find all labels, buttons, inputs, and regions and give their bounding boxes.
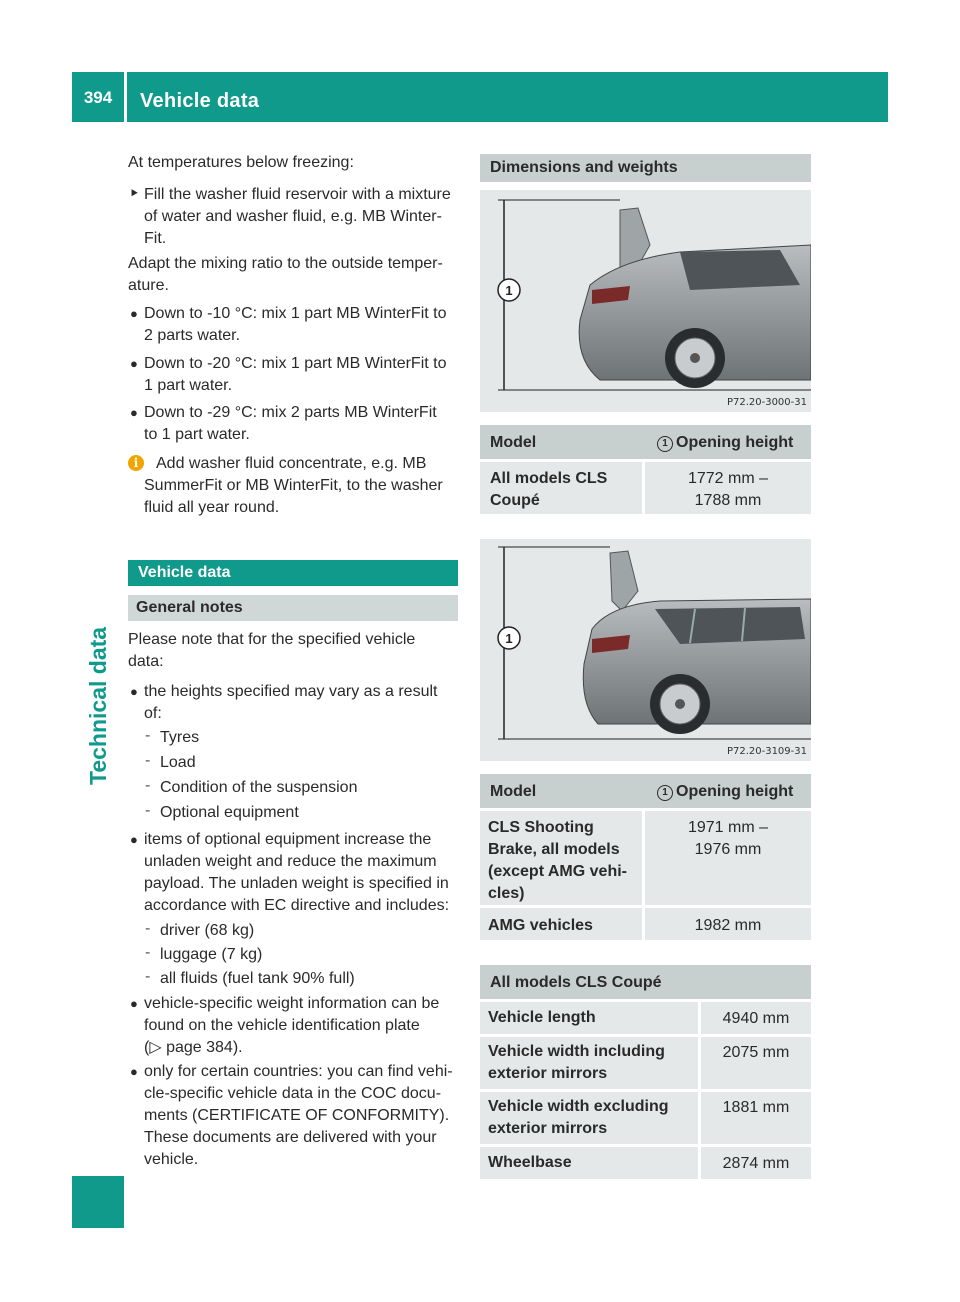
dash-marker: - — [145, 752, 151, 769]
step-line-3: Fit. — [144, 230, 167, 247]
table2-row2-height: 1982 mm — [694, 917, 762, 934]
heights-bullet-line-1: the heights specified may vary as a result — [144, 683, 438, 700]
table3-row-value: 2874 mm — [722, 1155, 790, 1172]
bullet-icon: ● — [130, 996, 138, 1011]
table3-row-label: exterior mirrors — [488, 1120, 608, 1137]
table2-col-model: Model — [490, 783, 537, 800]
table3-row-label: Wheelbase — [488, 1154, 572, 1171]
optional-bullet-line-1: items of optional equipment increase the — [144, 831, 432, 848]
info-line-2: SummerFit or MB WinterFit, to the washer — [144, 477, 443, 494]
weight-dash-item: luggage (7 kg) — [160, 946, 263, 963]
heights-dash-item: Tyres — [160, 729, 200, 746]
dash-marker: - — [145, 727, 151, 744]
ratio-bullet-2-line-2: 1 part water. — [144, 377, 233, 394]
table3-row-label: Vehicle width excluding — [488, 1098, 669, 1115]
weight-dash-item: driver (68 kg) — [160, 922, 255, 939]
heights-dash-item: Optional equipment — [160, 804, 299, 821]
plate-bullet-line-1: vehicle-specific weight information can be — [144, 995, 440, 1012]
table2-row2-model: AMG vehicles — [488, 917, 593, 934]
table1-height-line-1: 1772 mm – — [687, 470, 769, 487]
adapt-line-1: Adapt the mixing ratio to the outside temper- — [128, 255, 443, 272]
bullet-icon: ● — [130, 1064, 138, 1079]
heights-bullet-line-2: of: — [144, 705, 162, 722]
info-line-1: Add washer fluid concentrate, e.g. MB — [156, 455, 427, 472]
table2-row1-height-line-1: 1971 mm – — [687, 819, 769, 836]
side-tab-label: Technical data — [85, 626, 111, 785]
figure-callout: 1 — [505, 283, 513, 298]
ratio-bullet-3-line-1: Down to -29 °C: mix 2 parts MB WinterFit — [144, 404, 437, 421]
notes-intro-line-1: Please note that for the specified vehicle — [128, 631, 416, 648]
step-arrow-icon: ⯈ — [129, 186, 140, 201]
figure-code: P72.20-3000-31 — [726, 397, 807, 408]
step-line-1: Fill the washer fluid reservoir with a mixture — [144, 186, 451, 203]
table1-model-line-1: All models CLS — [490, 470, 608, 487]
table3-row-value: 1881 mm — [722, 1099, 790, 1116]
table3-title: All models CLS Coupé — [480, 965, 811, 999]
table3-row-label: exterior mirrors — [488, 1065, 608, 1082]
figure-callout: 1 — [505, 631, 513, 646]
table3-row-value: 4940 mm — [722, 1010, 790, 1027]
table3-row-value: 2075 mm — [722, 1044, 790, 1061]
figure-code: P72.20-3109-31 — [726, 746, 807, 757]
callout-icon: 1 — [657, 436, 673, 452]
bullet-icon: ● — [130, 405, 138, 420]
step-line-2: of water and washer fluid, e.g. MB Winter- — [144, 208, 442, 225]
info-line-3: fluid all year round. — [144, 499, 280, 516]
table3-row-label: Vehicle length — [488, 1009, 596, 1026]
optional-bullet-line-3: payload. The unladen weight is specified in — [144, 875, 449, 892]
table1-model-line-2: Coupé — [490, 492, 540, 509]
subsection-title-general-notes: General notes — [128, 595, 458, 621]
table2-row1-model-line-2: Brake, all models — [488, 841, 620, 858]
adapt-line-2: ature. — [128, 277, 169, 294]
side-tab-marker — [72, 1176, 124, 1228]
dash-marker: - — [145, 944, 151, 961]
dash-marker: - — [145, 920, 151, 937]
coc-bullet-line-3: ments (CERTIFICATE OF CONFORMITY). — [144, 1107, 450, 1124]
heights-dash-item: Condition of the suspension — [160, 779, 358, 796]
table2-row1-model-line-3: (except AMG vehi- — [488, 863, 627, 880]
table1-col-height: 1 Opening height — [657, 432, 793, 453]
coupe-rear-illustration — [480, 190, 811, 412]
coc-bullet-line-5: vehicle. — [144, 1151, 199, 1168]
coc-bullet-line-4: These documents are delivered with your — [144, 1129, 437, 1146]
page-title: Vehicle data — [140, 90, 260, 112]
table2-row1-height-line-2: 1976 mm — [694, 841, 762, 858]
optional-bullet-line-2: unladen weight and reduce the maximum — [144, 853, 437, 870]
plate-bullet-line-2: found on the vehicle identification plate — [144, 1017, 420, 1034]
table3-row-label: Vehicle width including — [488, 1043, 665, 1060]
table1-col-model: Model — [490, 434, 537, 451]
coc-bullet-line-1: only for certain countries: you can find vehi- — [144, 1063, 453, 1080]
table2-row1-model-line-4: cles) — [488, 885, 525, 902]
bullet-icon: ● — [130, 306, 138, 321]
coc-bullet-line-2: cle-specific vehicle data in the COC docu- — [144, 1085, 442, 1102]
weight-dash-item: all fluids (fuel tank 90% full) — [160, 970, 355, 987]
table2-row1-model-line-1: CLS Shooting — [488, 819, 594, 836]
shooting-brake-rear-illustration — [480, 539, 811, 761]
section-title-dimensions: Dimensions and weights — [480, 154, 811, 182]
dash-marker: - — [145, 968, 151, 985]
header-divider — [124, 72, 127, 122]
callout-icon: 1 — [657, 785, 673, 801]
heights-dash-item: Load — [160, 754, 196, 771]
bullet-icon: ● — [130, 684, 138, 699]
table1-height-line-2: 1788 mm — [694, 492, 762, 509]
ratio-bullet-1-line-1: Down to -10 °C: mix 1 part MB WinterFit to — [144, 305, 447, 322]
page-number: 394 — [83, 88, 113, 107]
table2-col-height: 1 Opening height — [657, 781, 793, 802]
ratio-bullet-1-line-2: 2 parts water. — [144, 327, 241, 344]
info-icon: i — [128, 455, 144, 471]
page-reference-link[interactable]: (▷ page 384). — [144, 1039, 243, 1056]
dash-marker: - — [145, 802, 151, 819]
optional-bullet-line-4: accordance with EC directive and includes: — [144, 897, 450, 914]
freezing-intro: At temperatures below freezing: — [128, 154, 354, 171]
dash-marker: - — [145, 777, 151, 794]
bullet-icon: ● — [130, 832, 138, 847]
ratio-bullet-3-line-2: to 1 part water. — [144, 426, 250, 443]
section-title-vehicle-data: Vehicle data — [128, 560, 458, 586]
notes-intro-line-2: data: — [128, 653, 164, 670]
bullet-icon: ● — [130, 356, 138, 371]
figure-coupe-opening-height — [480, 190, 811, 412]
figure-shooting-brake-opening-height — [480, 539, 811, 761]
ratio-bullet-2-line-1: Down to -20 °C: mix 1 part MB WinterFit to — [144, 355, 447, 372]
